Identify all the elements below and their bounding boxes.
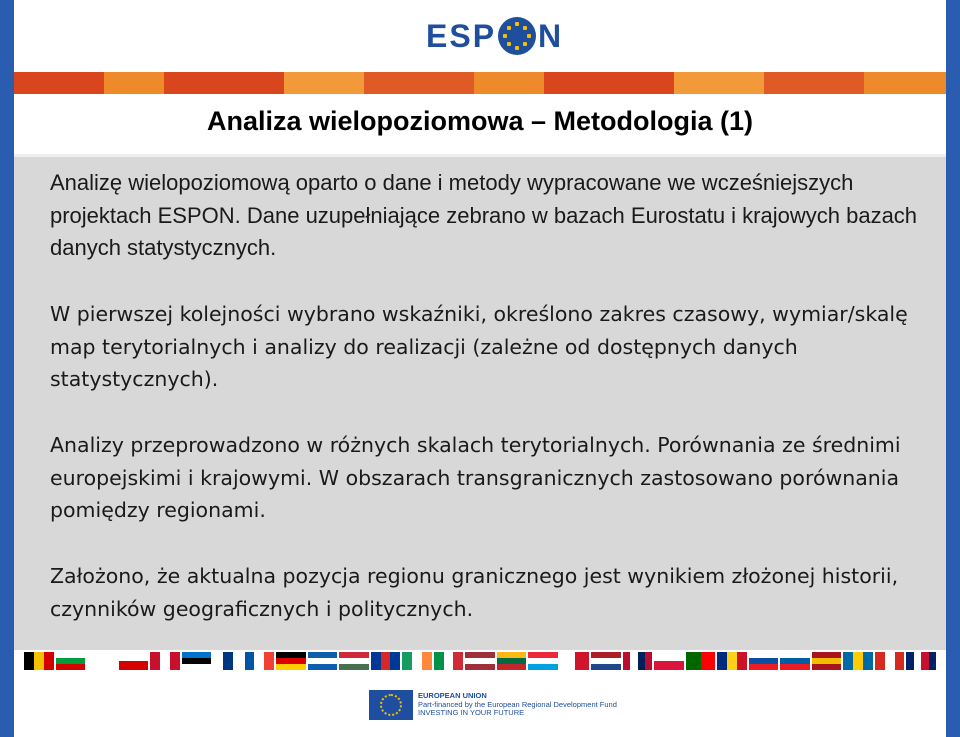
flag-icon	[749, 652, 779, 670]
eu-slogan: INVESTING IN YOUR FUTURE	[418, 708, 525, 717]
paragraph-3: Analizy przeprowadzono w różnych skalach terytorialnych. Porównania ze średnimi europejskimi i krajowymi. W obszarach transgranicznych zastosowano porównania pomiędzy regionami.	[50, 433, 901, 522]
flag-icon	[906, 652, 936, 670]
eu-stars-circle-icon	[498, 17, 536, 55]
eu-fund-line: Part-financed by the European Regional Development Fund	[418, 699, 617, 709]
eu-name: EUROPEAN UNION	[418, 691, 487, 700]
flag-icon	[402, 652, 432, 670]
flag-icon	[434, 652, 464, 670]
flag-icon	[119, 652, 149, 670]
slide	[14, 0, 946, 737]
flag-icon	[465, 652, 495, 670]
flag-icon	[497, 652, 527, 670]
flag-icon	[654, 652, 684, 670]
flag-icon	[717, 652, 747, 670]
eu-flag-icon	[369, 690, 413, 720]
flag-icon	[182, 652, 212, 670]
flag-icon	[213, 652, 243, 670]
slide-title: Analiza wielopoziomowa – Metodologia (1)	[206, 106, 754, 136]
header-logo-area	[14, 0, 946, 72]
content-area	[14, 157, 946, 650]
decorative-color-stripe	[14, 72, 946, 94]
logo-text-left: ESP	[426, 17, 497, 54]
eu-flags-strip	[14, 652, 946, 672]
flag-icon	[308, 652, 338, 670]
paragraph-1: Analizę wielopoziomową oparto o dane i metody wypracowane we wcześniejszych projektach ESPON. Dane uzupełniające zebrano w bazach Eurostatu i krajowych bazach danych statystycznych.	[50, 170, 918, 260]
logo-text-right: N	[538, 17, 564, 54]
paragraph-2: W pierwszej kolejności wybrano wskaźniki, określono zakres czasowy, wymiar/skalę map terytorialnych i analizy do realizacji (zależne od dostępnych danych statystycznych).	[50, 302, 908, 391]
flag-icon	[245, 652, 275, 670]
flag-icon	[528, 652, 558, 670]
flag-icon	[812, 652, 842, 670]
eu-funding-text	[418, 692, 778, 718]
footer	[14, 674, 946, 737]
flag-icon	[56, 652, 86, 670]
flag-icon	[591, 652, 621, 670]
flag-icon	[339, 652, 369, 670]
flag-icon	[276, 652, 306, 670]
title-band	[14, 94, 946, 157]
flag-icon	[24, 652, 54, 670]
flag-icon	[623, 652, 653, 670]
espon-logo	[426, 14, 563, 58]
flag-icon	[371, 652, 401, 670]
flag-icon	[87, 652, 117, 670]
flag-icon	[150, 652, 180, 670]
paragraph-4: Założono, że aktualna pozycja regionu granicznego jest wynikiem złożonej historii, czynników geograficznych i politycznych.	[50, 564, 899, 621]
flag-icon	[686, 652, 716, 670]
flag-icon	[843, 652, 873, 670]
flag-icon	[780, 652, 810, 670]
flag-icon	[560, 652, 590, 670]
flag-icon	[875, 652, 905, 670]
